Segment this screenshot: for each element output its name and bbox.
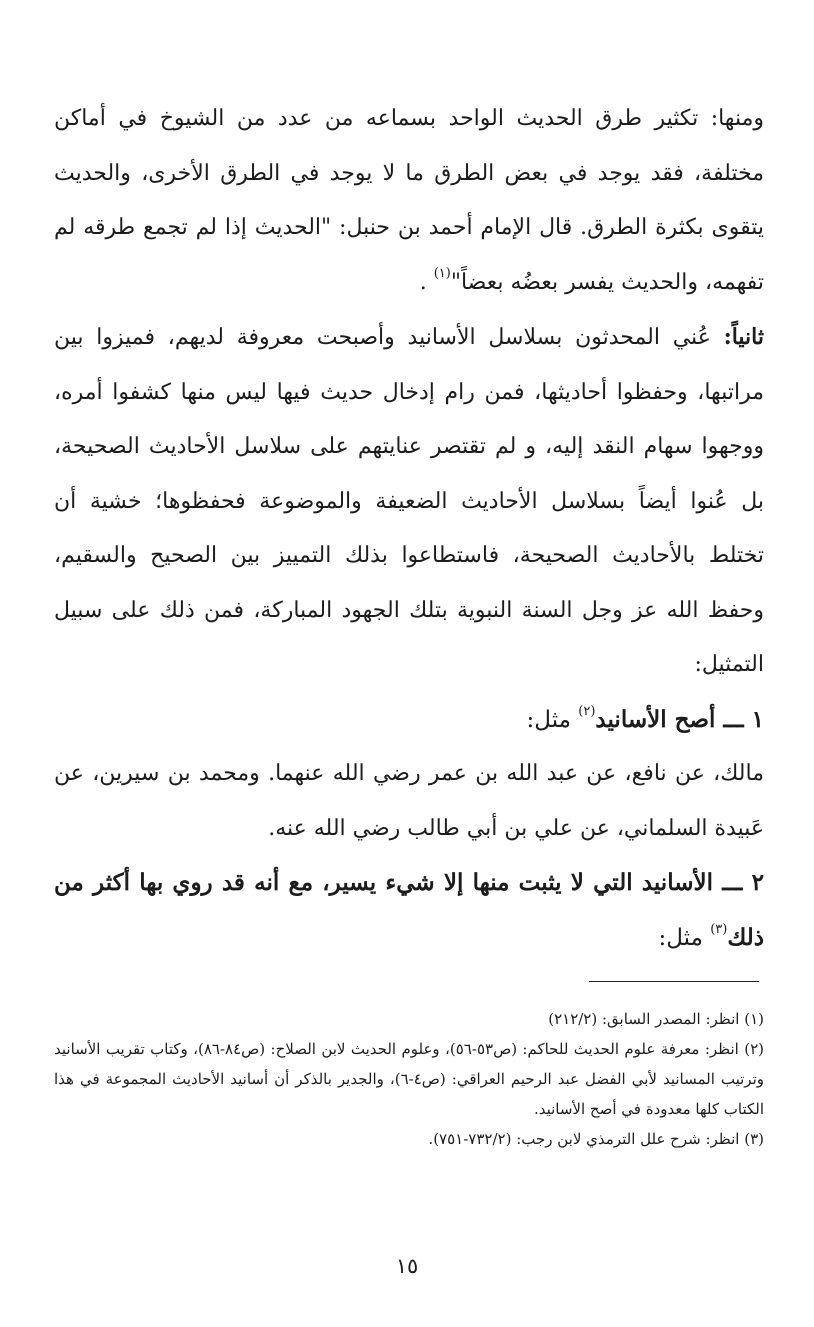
paragraph-examples (54, 747, 764, 856)
list-item-heading-2 (54, 856, 764, 965)
footnote-ref-1: (١) (433, 266, 451, 282)
list-item-suffix: مثل: (526, 706, 571, 733)
list-item-suffix: مثل: (658, 924, 703, 951)
paragraph-end: . (419, 269, 427, 295)
paragraph-text: عُني المحدثون بسلاسل الأسانيد وأصبحت معروفة لديهم، فميزوا بين مراتبها، وحفظوا أحاديثها، فمن رام إدخال حديث فيها ليس منها كشفوا أمره، ووجهوا سهام النقد إليه، و لم تقتصر عنايتهم على سلاسل الأحاديث الصحيحة، بل عُنوا أيضاً بسلاسل الأحاديث الضعيفة والموضوعة فحفظوها؛ خشية أن تختلط بالأحاديث الصحيحة، فاستطاعوا بذلك التمييز بين الصحيح والسقيم، وحفظ الله عز وجل السنة النبوية بتلك الجهود المباركة، فمن ذلك على سبيل التمثيل: (54, 325, 764, 677)
list-item-heading-1 (54, 693, 764, 748)
footnotes (54, 1004, 764, 1154)
paragraph-lead: ثانياً: (723, 324, 764, 350)
paragraph-multiple-routes (54, 92, 764, 310)
footnote-ref-3: (٣) (710, 921, 728, 937)
footnote-2: (٢) انظر: معرفة علوم الحديث للحاكم: (ص٥٣-٥٦)، وعلوم الحديث لابن الصلاح: (ص٨٤-٨٦)، وكتاب تقريب الأسانيد وترتيب المسانيد لأبي الفضل عبد الرحيم العراقي: (ص٤-٦)، والجدير بالذكر أن أسانيد الأحاديث المجموعة في هذا الكتاب كلها معدودة في أصح الأسانيد. (54, 1040, 764, 1118)
footnote-ref-2: (٢) (578, 703, 596, 719)
list-item-title: ١ ـــ أصح الأسانيد (595, 705, 764, 733)
page-number: ١٥ (395, 1254, 419, 1278)
paragraph-text: ومنها: تكثير طرق الحديث الواحد بسماعه من عدد من الشيوخ في أماكن مختلفة، فقد يوجد في بعض الطرق ما لا يوجد في الطرق الأخرى، والحديث يتقوى بكثرة الطرق. قال الإمام أحمد بن حنبل: "الحديث إذا لم تجمع طرقه لم تفهمه، والحديث يفسر بعضُه بعضاً" (54, 106, 764, 295)
footnote-3: (٣) انظر: شرح علل الترمذي لابن رجب: (٧٣٢/٢-٧٥١). (428, 1130, 764, 1148)
footnote-separator (589, 981, 759, 982)
list-item-title: ٢ ـــ الأسانيد التي لا يثبت منها إلا شيء يسير، مع أنه قد روي بها أكثر من ذلك (54, 869, 764, 951)
paragraph-text: مالك، عن نافع، عن عبد الله بن عمر رضي الله عنهما. ومحمد بن سيرين، عن عَبيدة السلماني، عن علي بن أبي طالب رضي الله عنه. (54, 761, 764, 841)
main-text (54, 92, 764, 965)
footnote-1: (١) انظر: المصدر السابق: (٢١٢/٢) (548, 1010, 764, 1028)
paragraph-chains (54, 310, 764, 693)
